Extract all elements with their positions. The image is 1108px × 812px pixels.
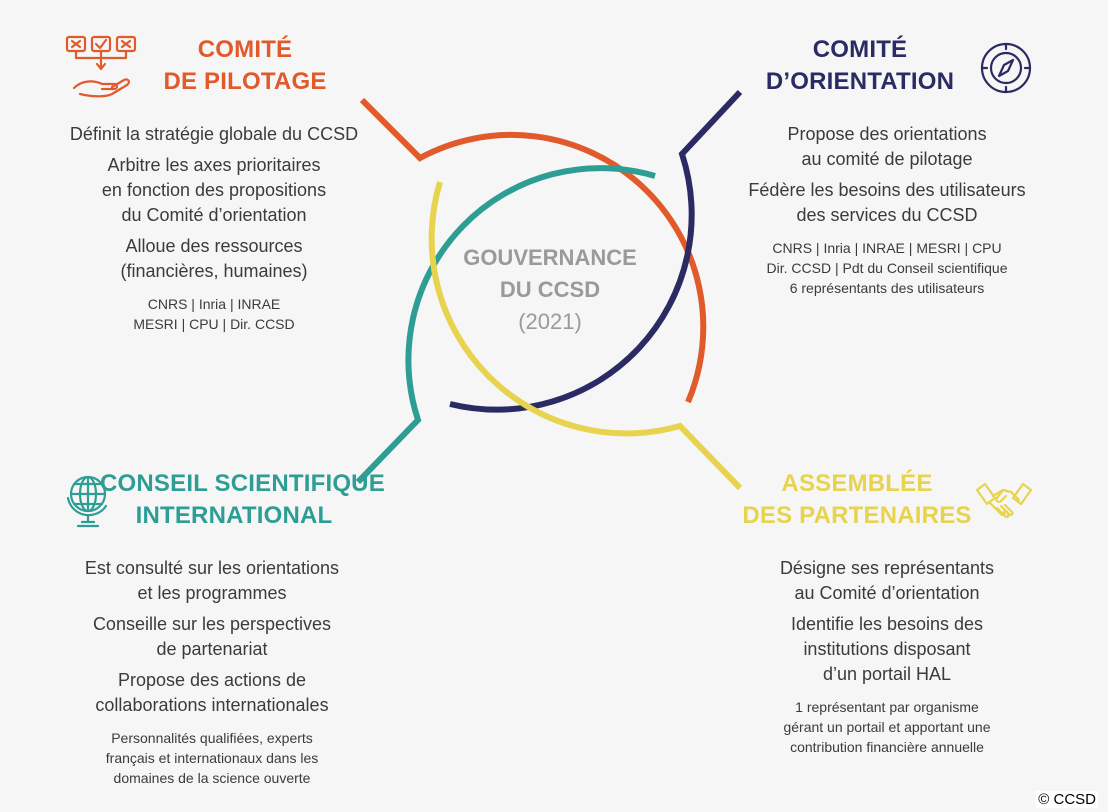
handshake-icon (975, 480, 1033, 527)
conseil-title (100, 468, 385, 532)
orientation-item-line: au comité de pilotage (801, 149, 973, 169)
conseil-item-line: Est consulté sur les orientations (84, 558, 340, 578)
pilotage-item-line: Alloue des ressources (125, 236, 303, 256)
pilotage-block (44, 122, 384, 334)
assemblee-item-line: au Comité d’orientation (794, 583, 980, 603)
orientation-title (750, 34, 970, 98)
conseil-block (62, 556, 362, 788)
orientation-member-line: Dir. CCSD | Pdt du Conseil scientifique (766, 260, 1008, 276)
assemblee-item (740, 612, 1034, 687)
pilotage-item-line: en fonction des propositions (101, 180, 327, 200)
orientation-item-line: Propose des orientations (787, 124, 987, 144)
vote-hand-icon (64, 34, 140, 105)
pilotage-item (44, 153, 384, 228)
pilotage-item-line: du Comité d’orientation (121, 205, 307, 225)
orientation-title-line2: D’ORIENTATION (765, 68, 955, 95)
orientation-block (728, 122, 1046, 298)
pilotage-item (44, 122, 384, 147)
conseil-item-line: de partenariat (156, 639, 268, 659)
pilotage-member-line: MESRI | CPU | Dir. CCSD (133, 316, 295, 332)
conseil-members (62, 728, 362, 788)
assemblee-title (740, 468, 974, 532)
conseil-item (62, 556, 362, 606)
conseil-item-line: collaborations internationales (95, 695, 329, 715)
pilotage-member-line: CNRS | Inria | INRAE (147, 296, 281, 312)
conseil-member-line: français et internationaux dans les (105, 750, 319, 766)
pilotage-members (44, 294, 384, 334)
orientation-item-line: Fédère les besoins des utilisateurs (748, 180, 1026, 200)
conseil-member-line: domaines de la science ouverte (113, 770, 311, 786)
assemblee-title-line1: ASSEMBLÉE (781, 470, 933, 497)
conseil-item (62, 668, 362, 718)
pilotage-item (44, 234, 384, 284)
pilotage-item-line: Arbitre les axes prioritaires (107, 155, 321, 175)
orientation-member-line: 6 représentants des utilisateurs (789, 280, 985, 296)
compass-icon (978, 40, 1034, 101)
conseil-description (62, 556, 362, 718)
conseil-title-line2: INTERNATIONAL (135, 502, 333, 529)
assemblee-members (740, 697, 1034, 757)
center-label (440, 242, 660, 338)
orientation-item-line: des services du CCSD (796, 205, 978, 225)
copyright-notice: © CCSD (1038, 791, 1096, 808)
assemblee-block (740, 556, 1034, 757)
assemblee-member-line: gérant un portail et apportant une (783, 719, 991, 735)
assemblee-member-line: contribution financière annuelle (790, 739, 984, 755)
orientation-title-line1: COMITÉ (812, 36, 908, 63)
assemblee-member-line: 1 représentant par organisme (795, 699, 979, 715)
orientation-members (728, 238, 1046, 298)
orientation-description (728, 122, 1046, 228)
pilotage-description (44, 122, 384, 284)
pilotage-item-line: Définit la stratégie globale du CCSD (69, 124, 359, 144)
conseil-item-line: et les programmes (137, 583, 287, 603)
assemblee-item-line: Identifie les besoins des (790, 614, 984, 634)
center-title-line2: DU CCSD (499, 277, 601, 302)
assemblee-item (740, 556, 1034, 606)
conseil-item-line: Conseille sur les perspectives (92, 614, 332, 634)
orientation-item (728, 178, 1046, 228)
orientation-item (728, 122, 1046, 172)
pilotage-title (155, 34, 335, 98)
assemblee-item-line: institutions disposant (803, 639, 971, 659)
assemblee-item-line: d’un portail HAL (822, 664, 952, 684)
pilotage-title-line1: COMITÉ (197, 36, 293, 63)
center-year: (2021) (518, 309, 582, 334)
conseil-title-line1: CONSEIL SCIENTIFIQUE (100, 470, 385, 497)
assemblee-description (740, 556, 1034, 687)
assemblee-item-line: Désigne ses représentants (779, 558, 995, 578)
conseil-item (62, 612, 362, 662)
conseil-item-line: Propose des actions de (117, 670, 307, 690)
conseil-member-line: Personnalités qualifiées, experts (111, 730, 313, 746)
pilotage-item-line: (financières, humaines) (120, 261, 308, 281)
orientation-member-line: CNRS | Inria | INRAE | MESRI | CPU (772, 240, 1002, 256)
assemblee-title-line2: DES PARTENAIRES (742, 502, 972, 529)
center-title-line1: GOUVERNANCE (463, 245, 637, 270)
pilotage-title-line2: DE PILOTAGE (163, 68, 327, 95)
